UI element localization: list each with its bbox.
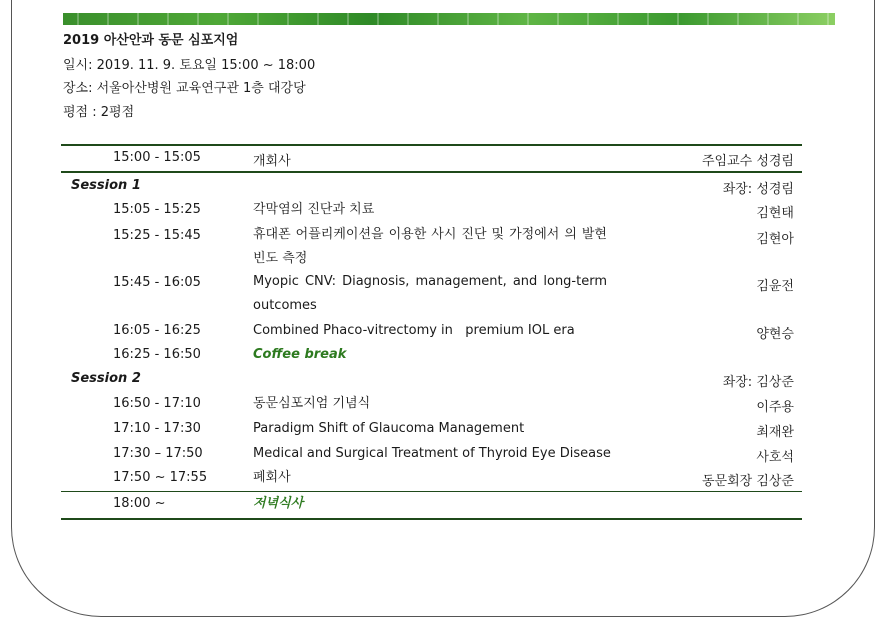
row-topic: Paradigm Shift of Glaucoma Management — [253, 421, 525, 436]
row-topic: 동문심포지엄 기념식 — [253, 396, 371, 411]
row-speaker: 김윤전 — [756, 279, 794, 294]
coffee-break-label: Coffee break — [253, 347, 347, 362]
row-speaker: 양현승 — [756, 327, 794, 342]
row-speaker: 최재완 — [756, 425, 794, 440]
session-label: Session 1 — [71, 178, 141, 193]
row-time: 15:25 - 15:45 — [113, 228, 201, 243]
row-time: 18:00 ~ — [113, 496, 166, 511]
table-bottom-rule — [61, 518, 802, 520]
row-topic: 폐회사 — [253, 470, 291, 485]
event-date: 일시: 2019. 11. 9. 토요일 15:00 ~ 18:00 — [63, 58, 316, 73]
row-time: 15:45 - 16:05 — [113, 275, 201, 290]
session-label: Session 2 — [71, 371, 141, 386]
row-topic: 휴대폰 어플리케이션을 이용한 사시 진단 및 가정에서 의 발현빈도 측정 — [253, 227, 607, 266]
session-chair: 좌장: 김상준 — [722, 375, 794, 390]
table-top-rule — [61, 144, 802, 146]
row-topic: 각막염의 진단과 치료 — [253, 202, 375, 217]
row-speaker: 사호석 — [756, 450, 794, 465]
row-time: 16:25 - 16:50 — [113, 347, 201, 362]
row-time: 17:50 ~ 17:55 — [113, 470, 208, 485]
dinner-label: 저녁식사 — [253, 496, 304, 511]
row-speaker: 김현아 — [756, 232, 794, 247]
row-topic: 개회사 — [253, 154, 291, 169]
row-time: 15:00 - 15:05 — [113, 150, 201, 165]
row-speaker: 이주용 — [756, 400, 794, 415]
header-band-pattern — [63, 13, 835, 25]
row-time: 17:10 - 17:30 — [113, 421, 201, 436]
row-time: 17:30 – 17:50 — [113, 446, 203, 461]
row-speaker: 동문회장 김상준 — [701, 474, 794, 489]
event-credit: 평점 : 2평점 — [63, 105, 135, 120]
event-place: 장소: 서울아산병원 교육연구관 1층 대강당 — [63, 81, 306, 96]
session-chair: 좌장: 성경림 — [722, 182, 794, 197]
row-time: 16:50 - 17:10 — [113, 396, 201, 411]
row-topic: Myopic CNV: Diagnosis, management, and long-term outcomes — [253, 274, 607, 313]
event-title: 2019 아산안과 동문 심포지엄 — [63, 33, 239, 48]
opening-rule — [61, 171, 802, 173]
row-time: 16:05 - 16:25 — [113, 323, 201, 338]
row-topic: Combined Phaco-vitrectomy in premium IOL era — [253, 323, 575, 338]
row-topic: Medical and Surgical Treatment of Thyroid Eye Disease — [253, 446, 611, 461]
row-time: 15:05 - 15:25 — [113, 202, 201, 217]
row-speaker: 주임교수 성경림 — [701, 154, 794, 169]
row-speaker: 김현태 — [756, 206, 794, 221]
